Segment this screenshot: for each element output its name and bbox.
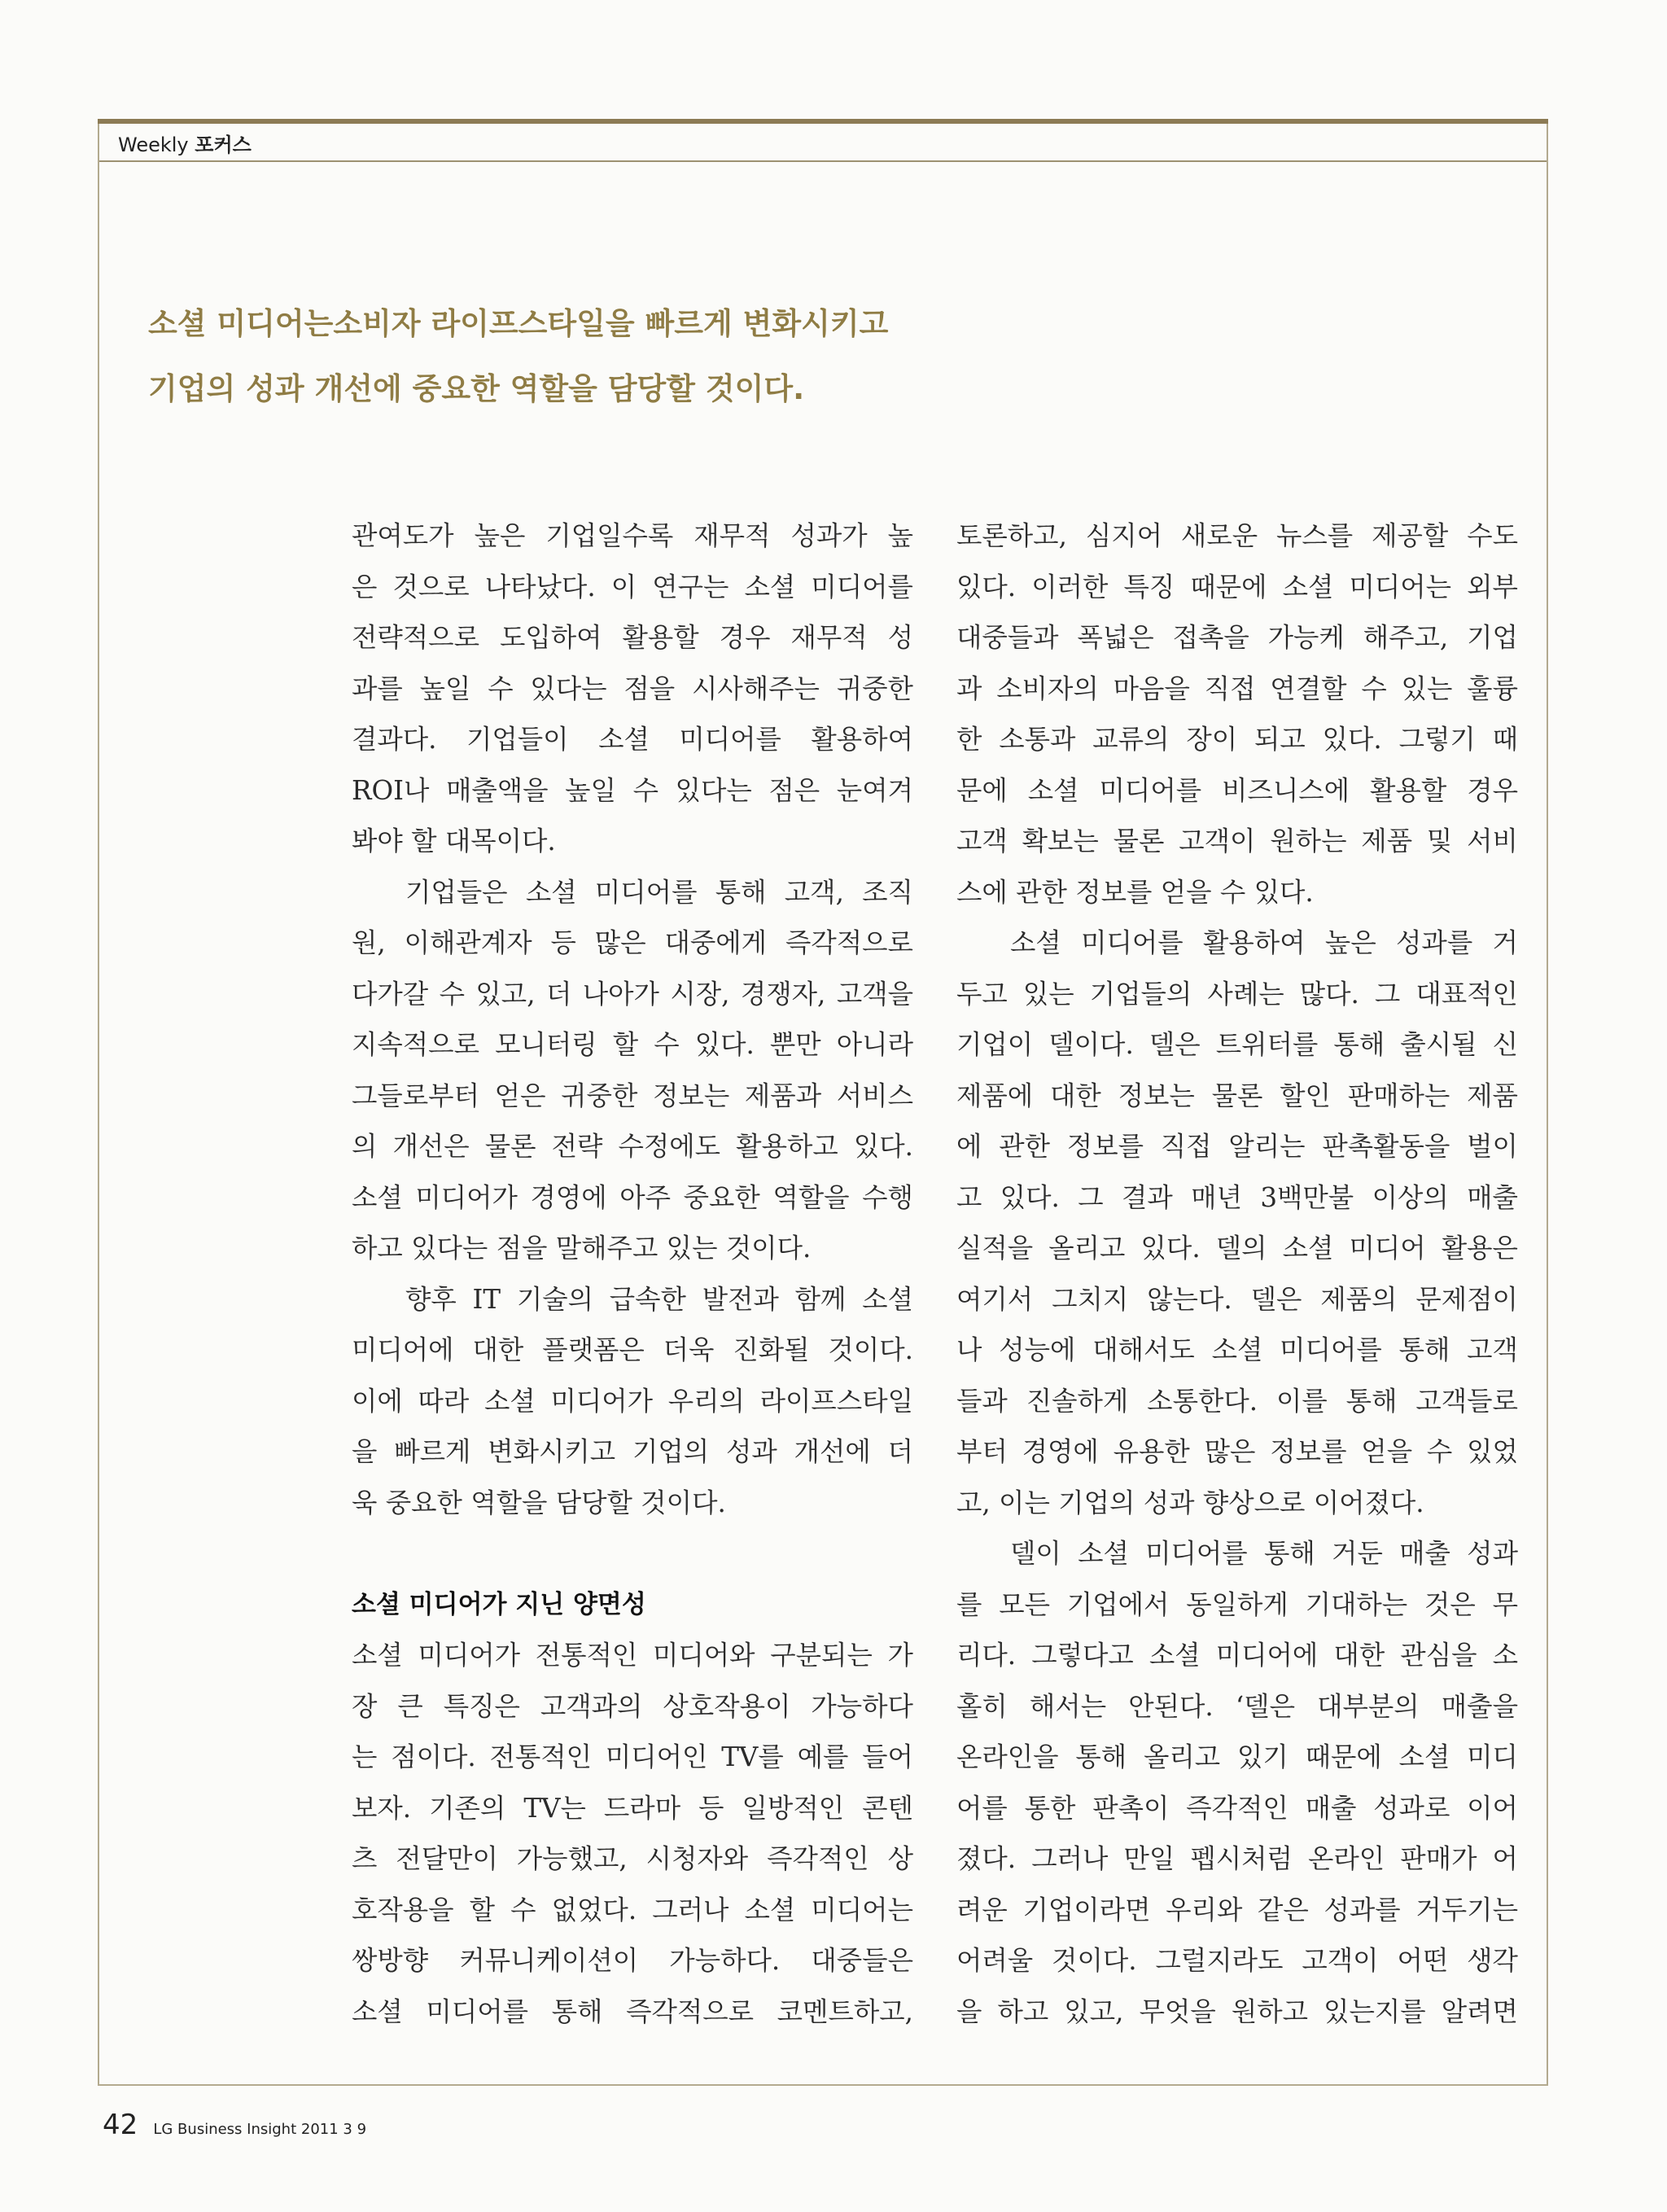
body-text-line: 부터 경영에 유용한 많은 정보를 얻을 수 있었	[956, 1436, 1518, 1467]
body-text-line: 홀히 해서는 안된다. ‘델은 대부분의 매출을	[956, 1690, 1518, 1722]
body-text-line: 그들로부터 얻은 귀중한 정보는 제품과 서비스	[352, 1080, 913, 1111]
page-frame-right	[1547, 124, 1548, 2086]
body-text-line: 스에 관한 정보를 얻을 수 있다.	[956, 876, 1314, 908]
body-text-line: 봐야 할 대목이다.	[352, 826, 556, 856]
body-text-line: 과 소비자의 마음을 직접 연결할 수 있는 훌륭	[956, 672, 1518, 704]
body-text-line: 은 것으로 나타났다. 이 연구는 소셜 미디어를	[352, 571, 913, 602]
paragraph-spacer	[352, 1528, 913, 1579]
body-text-line: 고, 이는 기업의 성과 향상으로 이어졌다.	[956, 1487, 1424, 1518]
body-text-line: 결과다. 기업들이 소셜 미디어를 활용하여	[352, 724, 913, 755]
body-text-line: 나 성능에 대해서도 소셜 미디어를 통해 고객	[956, 1334, 1518, 1365]
body-text-line: 토론하고, 심지어 새로운 뉴스를 제공할 수도	[956, 520, 1518, 551]
body-text-line: 향후 IT 기술의 급속한 발전과 함께 소셜	[405, 1283, 913, 1315]
header-top-rule	[98, 119, 1548, 124]
body-text-line: 려운 기업이라면 우리와 같은 성과를 거두기는	[956, 1894, 1518, 1925]
page-number: 42	[103, 2109, 138, 2141]
body-text-line: 제품에 대한 정보는 물론 할인 판매하는 제품	[956, 1080, 1518, 1111]
body-text-line: 고객 확보는 물론 고객이 원하는 제품 및 서비	[956, 826, 1518, 856]
body-text-line: 한 소통과 교류의 장이 되고 있다. 그렇기 때	[956, 724, 1518, 755]
pull-quote	[148, 291, 1044, 422]
body-text-line: 보자. 기존의 TV는 드라마 등 일방적인 콘텐	[352, 1792, 913, 1824]
article-column-left	[352, 510, 913, 2037]
body-text-line: 온라인을 통해 올리고 있기 때문에 소셜 미디	[956, 1741, 1518, 1772]
body-text-line: 기업이 델이다. 델은 트위터를 통해 출시될 신	[956, 1029, 1518, 1060]
body-text-line: 이에 따라 소셜 미디어가 우리의 라이프스타일	[352, 1385, 913, 1417]
body-text-line: 관여도가 높은 기업일수록 재무적 성과가 높	[352, 520, 913, 551]
body-text-line: 과를 높일 수 있다는 점을 시사해주는 귀중한	[352, 672, 913, 704]
page-frame-bottom	[98, 2084, 1548, 2086]
body-text-line: 리다. 그렇다고 소셜 미디어에 대한 관심을 소	[956, 1640, 1518, 1671]
body-text-line: 를 모든 기업에서 동일하게 기대하는 것은 무	[956, 1588, 1518, 1620]
body-text-line: 쌍방향 커뮤니케이션이 가능하다. 대중들은	[352, 1945, 913, 1976]
body-text-line: 기업들은 소셜 미디어를 통해 고객, 조직	[405, 876, 913, 908]
body-text-line: 델이 소셜 미디어를 통해 거둔 매출 성과	[1010, 1538, 1518, 1569]
article-column-right	[956, 510, 1518, 2037]
body-text-line: 전략적으로 도입하여 활용할 경우 재무적 성	[352, 622, 913, 653]
section-label-ko: 포커스	[195, 134, 252, 156]
body-text-line: 다가갈 수 있고, 더 나아가 시장, 경쟁자, 고객을	[352, 978, 913, 1010]
body-text-line: 들과 진솔하게 소통한다. 이를 통해 고객들로	[956, 1385, 1518, 1417]
page-footer	[103, 2109, 366, 2141]
body-text-line: 츠 전달만이 가능했고, 시청자와 즉각적인 상	[352, 1843, 913, 1874]
body-text-line: 의 개선은 물론 전략 수정에도 활용하고 있다.	[352, 1131, 913, 1162]
body-text-line: ROI나 매출액을 높일 수 있다는 점은 눈여겨	[352, 774, 913, 806]
section-subheading: 소셜 미디어가 지닌 양면성	[352, 1589, 646, 1619]
body-text-line: 욱 중요한 역할을 담당할 것이다.	[352, 1487, 726, 1518]
body-text-line: 소셜 미디어가 경영에 아주 중요한 역할을 수행	[352, 1181, 913, 1213]
body-text-line: 을 빠르게 변화시키고 기업의 성과 개선에 더	[352, 1436, 913, 1467]
body-text-line: 원, 이해관계자 등 많은 대중에게 즉각적으로	[352, 927, 913, 958]
section-header	[118, 129, 252, 157]
body-text-line: 호작용을 할 수 없었다. 그러나 소셜 미디어는	[352, 1894, 913, 1925]
body-text-line: 장 큰 특징은 고객과의 상호작용이 가능하다	[352, 1690, 913, 1722]
body-text-line: 소셜 미디어를 활용하여 높은 성과를 거	[1010, 927, 1518, 958]
page-frame-left	[98, 124, 99, 2086]
body-text-line: 고 있다. 그 결과 매년 3백만불 이상의 매출	[956, 1181, 1518, 1213]
body-text-line: 여기서 그치지 않는다. 델은 제품의 문제점이	[956, 1283, 1518, 1315]
body-text-line: 어를 통한 판촉이 즉각적인 매출 성과로 이어	[956, 1792, 1518, 1824]
pull-quote-line: 기업의 성과 개선에 중요한 역할을 담당할 것이다.	[148, 371, 805, 406]
pull-quote-line: 소셜 미디어는소비자 라이프스타일을 빠르게 변화시키고	[148, 306, 889, 341]
publication-info: LG Business Insight 2011 3 9	[153, 2121, 367, 2138]
body-text-line: 에 관한 정보를 직접 알리는 판촉활동을 벌이	[956, 1131, 1518, 1162]
body-text-line: 지속적으로 모니터링 할 수 있다. 뿐만 아니라	[352, 1029, 913, 1060]
body-text-line: 졌다. 그러나 만일 펩시처럼 온라인 판매가 어	[956, 1843, 1518, 1874]
body-text-line: 는 점이다. 전통적인 미디어인 TV를 예를 들어	[352, 1741, 913, 1772]
body-text-line: 실적을 올리고 있다. 델의 소셜 미디어 활용은	[956, 1233, 1518, 1264]
body-text-line: 을 하고 있고, 무엇을 원하고 있는지를 알려면	[956, 1995, 1518, 2027]
body-text-line: 하고 있다는 점을 말해주고 있는 것이다.	[352, 1233, 812, 1264]
body-text-line: 두고 있는 기업들의 사례는 많다. 그 대표적인	[956, 978, 1518, 1010]
body-text-line: 어려울 것이다. 그럴지라도 고객이 어떤 생각	[956, 1945, 1518, 1976]
body-text-line: 있다. 이러한 특징 때문에 소셜 미디어는 외부	[956, 571, 1518, 602]
body-text-line: 대중들과 폭넓은 접촉을 가능케 해주고, 기업	[956, 622, 1518, 653]
body-text-line: 미디어에 대한 플랫폼은 더욱 진화될 것이다.	[352, 1334, 913, 1365]
body-text-line: 소셜 미디어가 전통적인 미디어와 구분되는 가	[352, 1640, 913, 1671]
header-bottom-rule	[98, 160, 1548, 162]
section-label-en: Weekly	[118, 134, 189, 156]
body-text-line: 소셜 미디어를 통해 즉각적으로 코멘트하고,	[352, 1995, 913, 2027]
body-text-line: 문에 소셜 미디어를 비즈니스에 활용할 경우	[956, 774, 1518, 806]
